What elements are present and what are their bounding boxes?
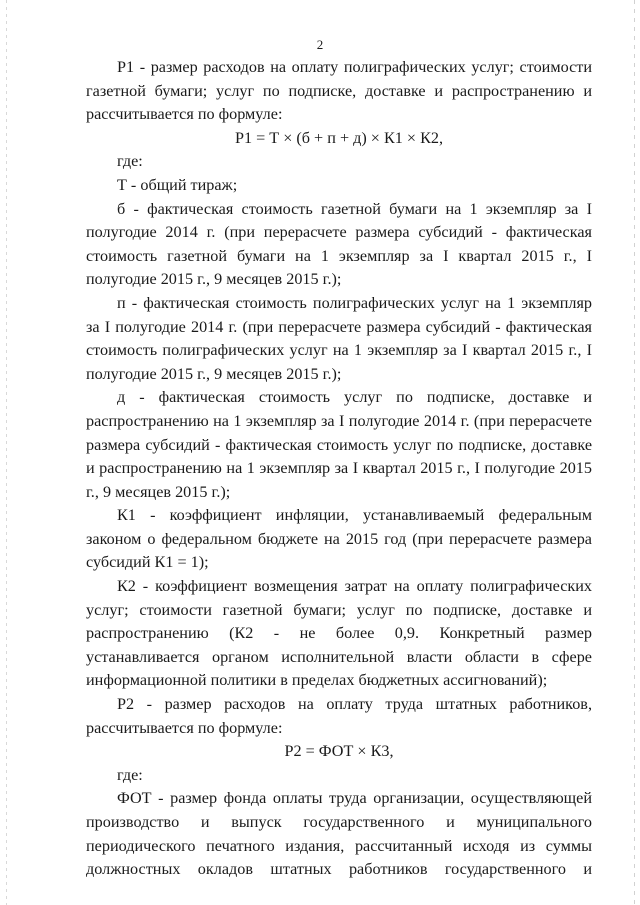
paragraph-t-definition: Т - общий тираж; xyxy=(117,175,238,194)
paragraph-p1-definition: Р1 - размер расходов на оплату полиграфических услуг; стоимости газетной бумаги; услуг по подписке, доставке и распространению и рассчитывается по формуле: xyxy=(86,58,592,124)
page-number: 2 xyxy=(316,37,324,52)
paragraph-p2-definition: Р2 - размер расходов на оплату труда штатных работников, рассчитывается по формуле: xyxy=(86,695,592,737)
paragraph-fot-definition: ФОТ - размер фонда оплаты труда организации, осуществляющей производство и выпуск государственного и муниципального периодического печатного издания, рассчитанный исходя из суммы должностных окладов штатных работников государственного и xyxy=(86,789,592,879)
paragraph-b-definition: б - фактическая стоимость газетной бумаги на 1 экземпляр за I полугодие 2014 г. (при перерасчете размера субсидий - фактическая стоимость газетной бумаги на 1 экземпляр за I квартал 2015 г., I полугодие 2015 г., 9 месяцев 2015 г.); xyxy=(86,199,592,289)
paragraph-k2-definition: К2 - коэффициент возмещения затрат на оплату полиграфических услуг; стоимости газетной бумаги; услуг по подписке, доставке и распространению (К2 - не более 0,9. Конкретный размер устанавливается органом исполнительной власти области в сфере информационной политики в пределах бюджетных ассигнований); xyxy=(86,577,592,690)
document-body xyxy=(86,56,592,882)
formula-p1: Р1 = Т × (б + п + д) × К1 × К2, xyxy=(234,128,444,147)
scan-edge-right xyxy=(634,0,635,905)
paragraph-p-definition: п - фактическая стоимость полиграфических услуг на 1 экземпляр за I полугодие 2014 г. (при перерасчете размера субсидий - фактическая стоимость полиграфических услуг на 1 экземпляр за I квартал 2015 г., I полугодие 2015 г., 9 месяцев 2015 г.); xyxy=(86,293,592,383)
paragraph-k1-definition: К1 - коэффициент инфляции, устанавливаемый федеральным законом о федеральном бюджете на 2015 год (при перерасчете размера субсидий К1 = 1); xyxy=(86,506,592,572)
formula-p2: Р2 = ФОТ × К3, xyxy=(284,742,394,761)
paragraph-where-1: где: xyxy=(117,152,143,171)
paragraph-d-definition: д - фактическая стоимость услуг по подписке, доставке и распространению на 1 экземпляр за I полугодие 2014 г. (при перерасчете размера субсидий - фактическая стоимость услуг по подписке, доставке и распространению на 1 экземпляр за I квартал 2015 г., I полугодие 2015 г., 9 месяцев 2015 г.); xyxy=(86,388,592,501)
scan-edge-left xyxy=(6,0,7,905)
paragraph-where-2: где: xyxy=(117,765,143,784)
